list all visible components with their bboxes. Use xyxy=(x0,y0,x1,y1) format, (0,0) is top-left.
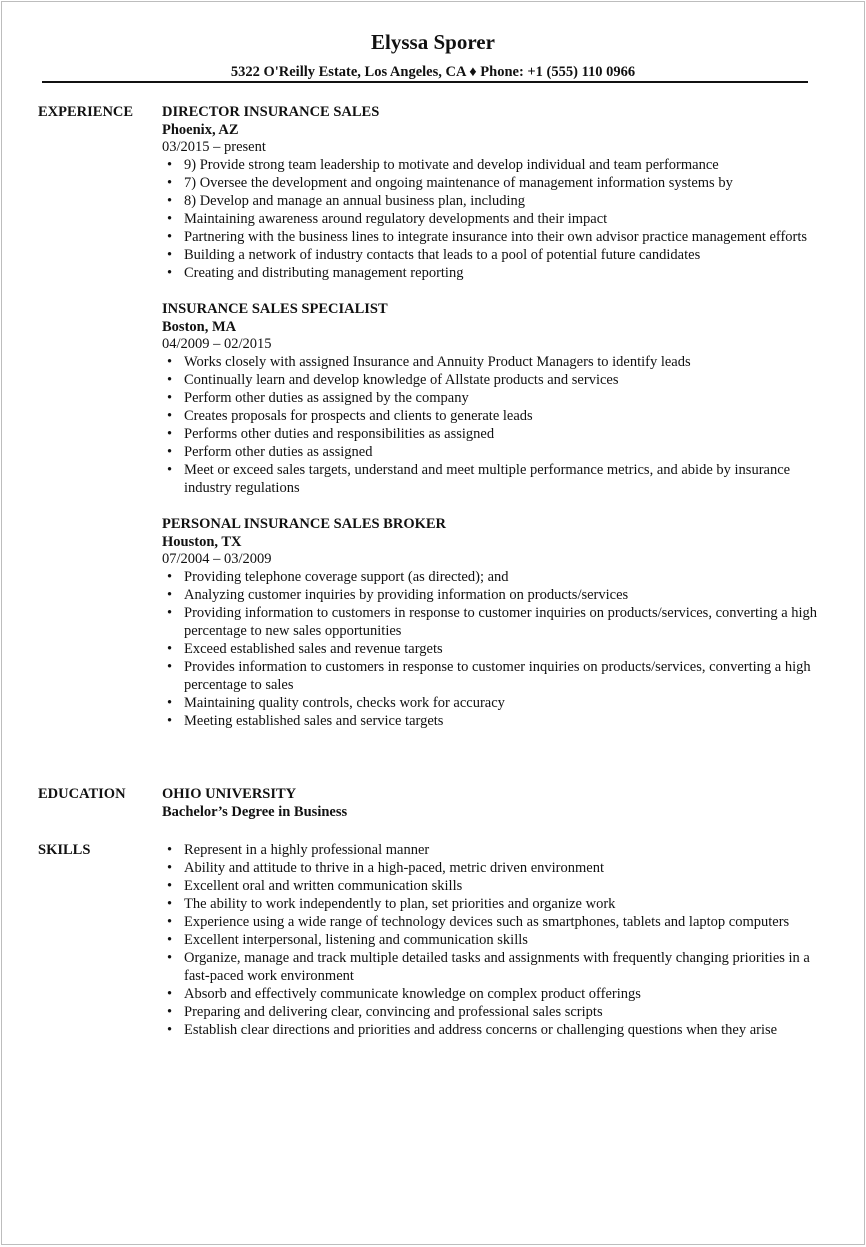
experience-body xyxy=(162,103,818,730)
skills-heading: SKILLS xyxy=(38,842,91,858)
list-item: • The ability to work independently to plan, set priorities and organize work xyxy=(184,895,818,913)
list-item: • Excellent interpersonal, listening and communication skills xyxy=(184,931,818,949)
list-item: • Works closely with assigned Insurance and Annuity Product Managers to identify leads xyxy=(184,353,818,371)
job-entry xyxy=(162,103,818,282)
job-bullets xyxy=(162,353,818,497)
list-item: • Provides information to customers in response to customer inquiries on products/services, converting a high percentage to sales xyxy=(184,658,818,694)
job-title: INSURANCE SALES SPECIALIST xyxy=(162,301,388,317)
job-bullets xyxy=(162,568,818,730)
list-item: • Exceed established sales and revenue targets xyxy=(184,640,818,658)
candidate-name: Elyssa Sporer xyxy=(371,30,495,54)
job-bullets xyxy=(162,156,818,282)
list-item: • Performs other duties and responsibilities as assigned xyxy=(184,425,818,443)
list-item: • Preparing and delivering clear, convincing and professional sales scripts xyxy=(184,1003,818,1021)
list-item: • Meet or exceed sales targets, understand and meet multiple performance metrics, and abide by insurance industry regulations xyxy=(184,461,818,497)
job-location: Boston, MA xyxy=(162,319,237,335)
list-item: • Perform other duties as assigned xyxy=(184,443,818,461)
job-entry xyxy=(162,300,818,497)
list-item: • 9) Provide strong team leadership to motivate and develop individual and team performance xyxy=(184,156,818,174)
job-location: Houston, TX xyxy=(162,534,242,550)
list-item: • Providing telephone coverage support (as directed); and xyxy=(184,568,818,586)
list-item: • Ability and attitude to thrive in a high-paced, metric driven environment xyxy=(184,859,818,877)
list-item: • Establish clear directions and priorities and address concerns or challenging questions when they arise xyxy=(184,1021,818,1039)
header-divider xyxy=(42,81,808,83)
job-dates: 03/2015 – present xyxy=(162,139,266,155)
list-item: • Organize, manage and track multiple detailed tasks and assignments with frequently changing priorities in a fast-paced work environment xyxy=(184,949,818,985)
list-item: • Experience using a wide range of technology devices such as smartphones, tablets and laptop computers xyxy=(184,913,818,931)
list-item: • Maintaining quality controls, checks work for accuracy xyxy=(184,694,818,712)
skills-list xyxy=(162,841,818,1039)
education-body xyxy=(162,785,818,821)
list-item: • Meeting established sales and service targets xyxy=(184,712,818,730)
contact-line: 5322 O'Reilly Estate, Los Angeles, CA ♦ Phone: +1 (555) 110 0966 xyxy=(230,64,636,80)
list-item: • Continually learn and develop knowledge of Allstate products and services xyxy=(184,371,818,389)
job-dates: 04/2009 – 02/2015 xyxy=(162,336,272,352)
job-title: PERSONAL INSURANCE SALES BROKER xyxy=(162,516,447,532)
list-item: • Partnering with the business lines to integrate insurance into their own advisor practice management efforts xyxy=(184,228,818,246)
list-item: • Maintaining awareness around regulatory developments and their impact xyxy=(184,210,818,228)
list-item: • Absorb and effectively communicate knowledge on complex product offerings xyxy=(184,985,818,1003)
list-item: • Perform other duties as assigned by the company xyxy=(184,389,818,407)
list-item: • Creates proposals for prospects and clients to generate leads xyxy=(184,407,818,425)
experience-heading: EXPERIENCE xyxy=(38,104,134,120)
skills-body xyxy=(162,841,818,1039)
list-item: • Excellent oral and written communication skills xyxy=(184,877,818,895)
job-location: Phoenix, AZ xyxy=(162,122,239,138)
education-heading: EDUCATION xyxy=(38,786,126,802)
job-dates: 07/2004 – 03/2009 xyxy=(162,551,272,567)
list-item: • Providing information to customers in response to customer inquiries on products/services, converting a high percentage to new sales opportunities xyxy=(184,604,818,640)
school-name: OHIO UNIVERSITY xyxy=(162,786,297,802)
job-title: DIRECTOR INSURANCE SALES xyxy=(162,104,380,120)
degree: Bachelor’s Degree in Business xyxy=(162,804,348,820)
list-item: • Represent in a highly professional manner xyxy=(184,841,818,859)
list-item: • Analyzing customer inquiries by providing information on products/services xyxy=(184,586,818,604)
job-entry xyxy=(162,515,818,730)
list-item: • Building a network of industry contacts that leads to a pool of potential future candidates xyxy=(184,246,818,264)
list-item: • 7) Oversee the development and ongoing maintenance of management information systems by xyxy=(184,174,818,192)
resume-page xyxy=(1,1,865,1245)
list-item: • 8) Develop and manage an annual business plan, including xyxy=(184,192,818,210)
list-item: • Creating and distributing management reporting xyxy=(184,264,818,282)
